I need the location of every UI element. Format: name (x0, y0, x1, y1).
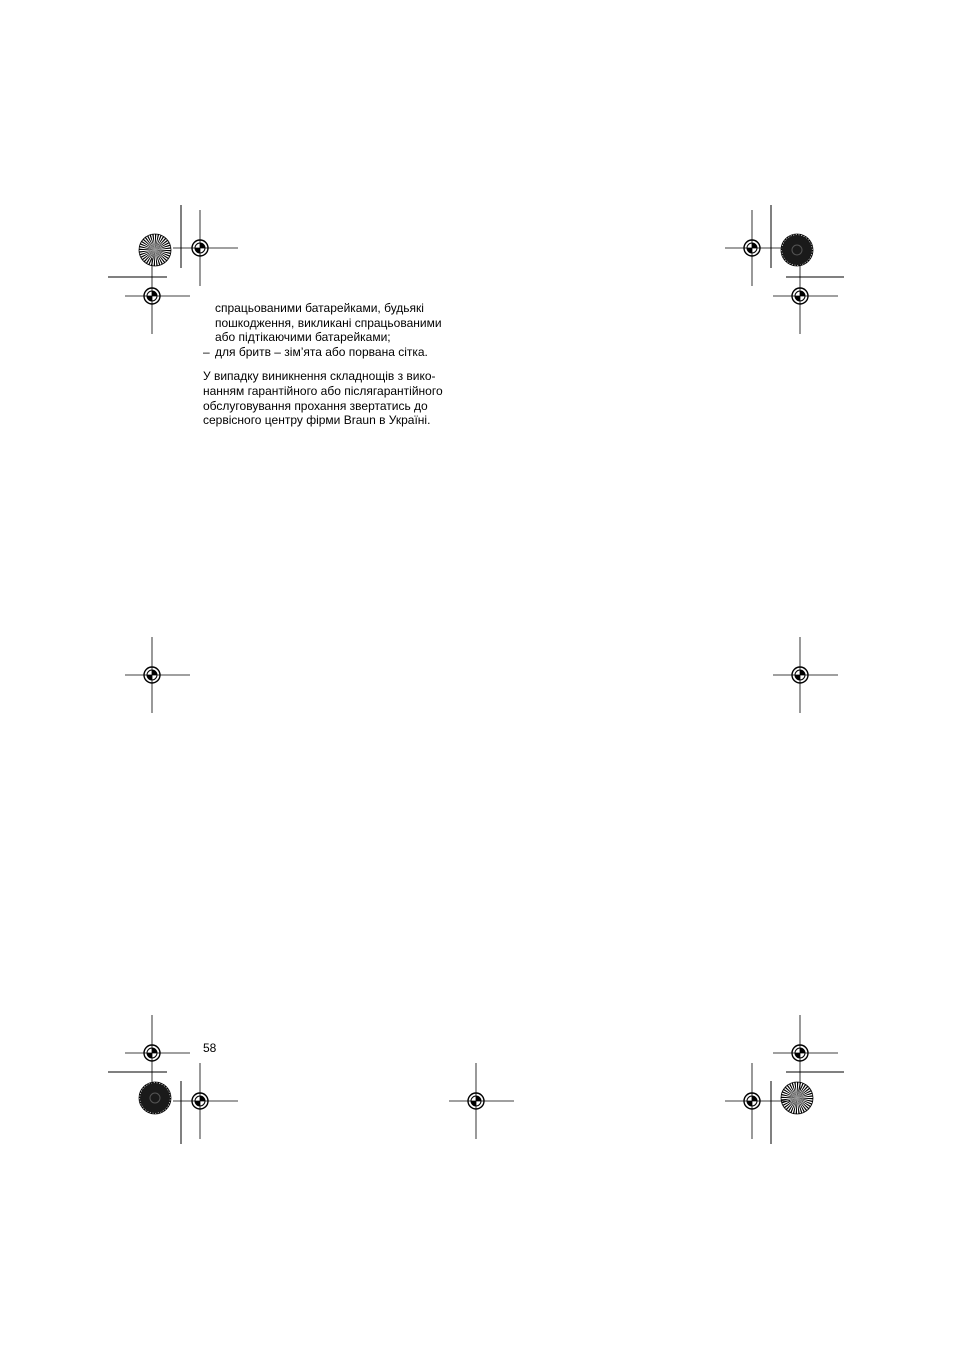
registration-target-icon (773, 258, 838, 334)
page-number: 58 (203, 1041, 217, 1055)
registration-target-icon (173, 1063, 238, 1139)
starburst-icon (781, 234, 813, 266)
list-dash: – (203, 344, 210, 359)
registration-target-icon (449, 1063, 514, 1139)
registration-target-icon (173, 210, 238, 286)
starburst-icon (781, 1082, 813, 1114)
paragraph-line: обслуговування прохання звертатись до (203, 398, 428, 413)
service-paragraph (203, 369, 483, 427)
paragraph-line: У випадку виникнення складнощів з вико- (203, 369, 436, 384)
paragraph-line: сервісного центру фірми Braun в Україні. (203, 413, 431, 428)
registration-target-icon (773, 637, 838, 713)
registration-target-icon (725, 210, 790, 286)
list-continuation-line: пошкодження, викликані спрацьованими (215, 315, 442, 330)
registration-target-icon (773, 1015, 838, 1091)
starburst-icon (139, 234, 171, 266)
list-item (203, 345, 483, 360)
registration-target-icon (125, 1015, 190, 1091)
registration-target-icon (725, 1063, 790, 1139)
registration-target-icon (125, 637, 190, 713)
starburst-icon (139, 1082, 171, 1114)
list-continuation-line: або підтікаючими батарейками; (215, 330, 391, 345)
list-continuation-line: спрацьованими батарейками, будьякі (215, 301, 424, 315)
warranty-text (203, 301, 483, 428)
paragraph-line: нанням гарантійного або післягарантійного (203, 383, 443, 398)
registration-target-icon (125, 258, 190, 334)
list-item-text: для бритв – зім’ята або порвана сітка. (215, 344, 428, 359)
